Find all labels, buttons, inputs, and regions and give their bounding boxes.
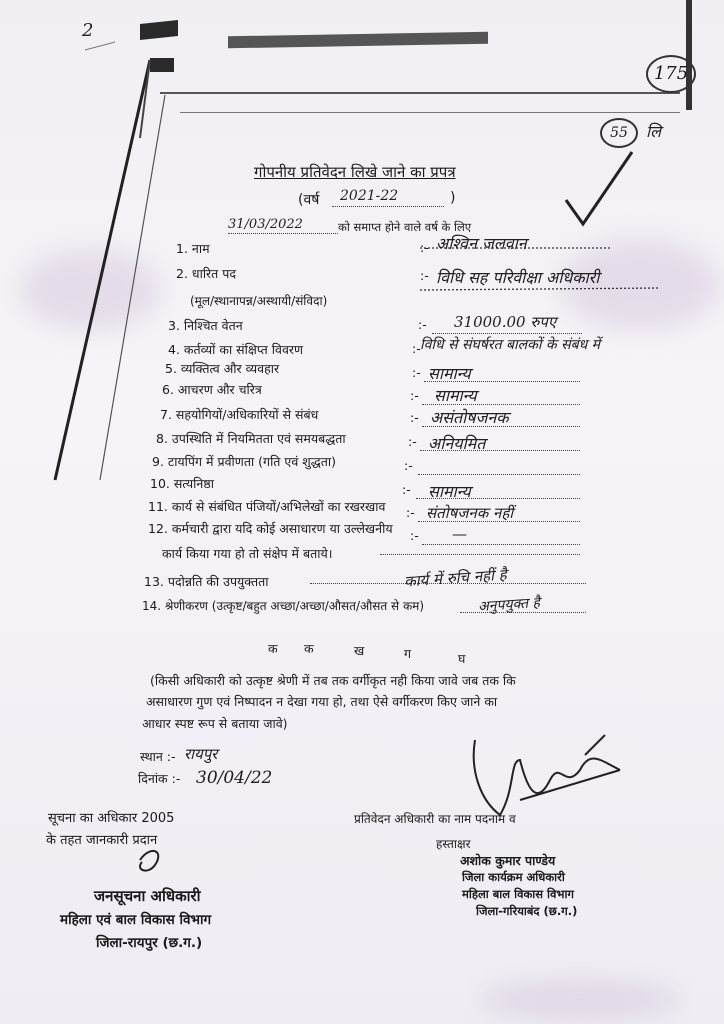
- rti-officer-title: जनसूचना अधिकारी: [94, 887, 201, 905]
- rti-dept: महिला एवं बाल विकास विभाग: [60, 912, 212, 928]
- reporting-sign-label: हस्ताक्षर: [436, 837, 471, 851]
- separator: :-: [404, 458, 413, 473]
- field-label-duties: 4. कर्तव्यों का संक्षिप्त विवरण: [168, 342, 304, 357]
- year-close: ): [450, 190, 456, 206]
- separator: :-: [420, 268, 429, 283]
- separator: :-: [420, 240, 429, 255]
- field-label-conduct: 6. आचरण और चरित्र: [162, 382, 262, 397]
- value-remarkable: —: [452, 525, 467, 543]
- date-value: 30/04/22: [196, 768, 273, 788]
- place-label: स्थान :-: [140, 749, 176, 764]
- field-label-personality: 5. व्यक्तित्व और व्यवहार: [165, 361, 280, 376]
- year-dots: [332, 206, 444, 207]
- field-label-post-type: (मूल/स्थानापन्न/अस्थायी/संविदा): [190, 294, 328, 308]
- value-relations: असंतोषजनक: [430, 408, 509, 427]
- field-label-typing: 9. टायपिंग में प्रवीणता (गति एवं शुद्धता): [152, 454, 336, 469]
- rti-line-2: के तहत जानकारी प्रदान: [46, 833, 158, 848]
- field-label-remarkable: 12. कर्मचारी द्वारा यदि कोई असाधारण या उल्लेखनीय: [148, 521, 393, 536]
- separator: :-: [412, 365, 421, 380]
- reporting-officer-line: प्रतिवेदन अधिकारी का नाम पदनाम व: [354, 812, 516, 826]
- stamp-post: जिला कार्यक्रम अधिकारी: [462, 870, 565, 884]
- note-line-2: असाधारण गुण एवं निष्पादन न देखा गया हो, तथा ऐसे वर्गीकरण किए जाने का: [146, 694, 498, 709]
- value-personality: सामान्य: [428, 364, 471, 383]
- date-label: दिनांक :-: [138, 771, 181, 786]
- value-records: संतोषजनक नहीं: [426, 504, 514, 522]
- field-label-promotion: 13. पदोन्नति की उपयुक्तता: [144, 574, 269, 589]
- period-suffix: को समाप्त होने वाले वर्ष के लिए: [338, 220, 472, 234]
- separator: :-: [408, 434, 417, 449]
- grade-5: घ: [458, 651, 466, 666]
- grade-4: ग: [404, 646, 412, 661]
- value-name: अश्विन जलवान: [436, 234, 527, 253]
- page-number-circled: 175: [646, 55, 696, 93]
- document-title: गोपनीय प्रतिवेदन लिखे जाने का प्रपत्र: [254, 163, 456, 181]
- stamp-dept: महिला बाल विकास विभाग: [462, 887, 574, 901]
- field-label-name: 1. नाम: [176, 241, 210, 256]
- value-punctuality: अनियमित: [428, 434, 486, 453]
- field-label-grading: 14. श्रेणीकरण (उत्कृष्ट/बहुत अच्छा/अच्छा/औसत/औसत से कम): [142, 599, 425, 613]
- remarkable-dots: [422, 544, 580, 545]
- separator: :-: [410, 410, 419, 425]
- stamp-name: अशोक कुमार पाण्डेय: [460, 853, 556, 868]
- corner-extra-mark: लि: [646, 122, 661, 141]
- grade-2: क: [304, 641, 314, 656]
- field-label-post: 2. धारित पद: [176, 266, 237, 281]
- field-label-relations: 7. सहयोगियों/अधिकारियों से संबंध: [160, 407, 319, 422]
- serial-number-circled: 55: [600, 118, 638, 148]
- grade-1: क: [268, 641, 278, 656]
- corner-mark: 2: [82, 20, 94, 41]
- note-line-3: आधार स्पष्ट रूप से बताया जावे): [142, 716, 288, 731]
- value-promotion: कार्य में रुचि नहीं है: [403, 565, 508, 591]
- rti-line-1: सूचना का अधिकार 2005: [48, 811, 175, 826]
- field-label-remarkable-cont: कार्य किया गया हो तो संक्षेप में बताये।: [162, 546, 333, 561]
- place-value: रायपुर: [184, 745, 218, 763]
- salary-dots: [432, 333, 582, 334]
- stamp-district: जिला-गरियाबंद (छ.ग.): [476, 904, 578, 918]
- value-salary: 31000.00 रुपए: [454, 313, 557, 331]
- separator: :-: [410, 528, 419, 543]
- value-duties: विधि से संघर्षरत बालकों के संबंध में: [420, 337, 601, 353]
- value-post: विधि सह परिवीक्षा अधिकारी: [436, 268, 600, 287]
- separator: :-: [402, 482, 411, 497]
- grade-3: ख: [354, 643, 365, 658]
- period-date: 31/03/2022: [228, 217, 303, 232]
- separator: :-: [418, 317, 427, 332]
- separator: :-: [410, 388, 419, 403]
- value-conduct: सामान्य: [434, 386, 477, 405]
- year-value: 2021-22: [340, 188, 399, 204]
- field-label-records: 11. कार्य से संबंधित पंजियों/अभिलेखों का रखरखाव: [148, 499, 386, 514]
- value-integrity: सामान्य: [428, 482, 471, 501]
- separator: :-: [406, 505, 415, 520]
- period-date-dots: [228, 233, 338, 234]
- field-label-punctuality: 8. उपस्थिति में नियमितता एवं समयबद्धता: [156, 431, 346, 446]
- field-label-integrity: 10. सत्यनिष्ठा: [150, 476, 214, 491]
- remarkable-dots-2: [380, 554, 580, 555]
- field-label-salary: 3. निश्चित वेतन: [168, 318, 243, 333]
- rti-district: जिला-रायपुर (छ.ग.): [96, 935, 203, 951]
- value-grading: अनुपयुक्त है: [477, 594, 541, 616]
- note-line-1: (किसी अधिकारी को उत्कृष्ट श्रेणी में तब तक वर्गीकृत नही किया जावे जब तक कि: [150, 673, 516, 688]
- separator: :-: [412, 341, 421, 356]
- year-label: (वर्ष: [298, 192, 320, 208]
- typing-dots: [418, 474, 580, 475]
